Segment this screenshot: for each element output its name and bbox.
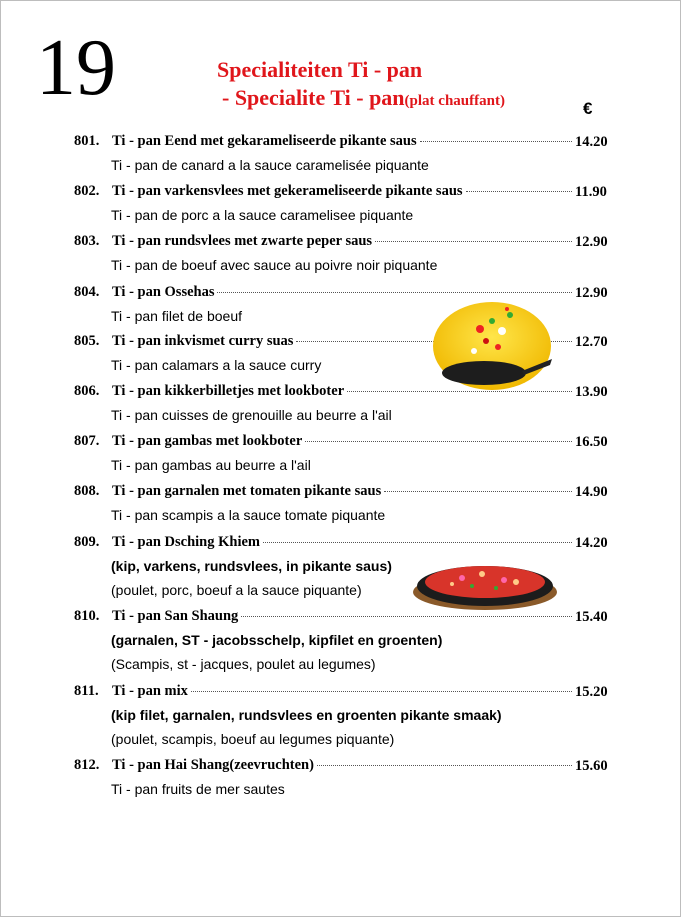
item-name: Ti - pan gambas met lookboter: [112, 433, 303, 449]
item-name: Ti - pan Dsching Khiem: [112, 534, 260, 550]
item-number: 801.: [74, 133, 100, 149]
item-name: Ti - pan Ossehas: [112, 284, 215, 300]
item-name-with-leader: [112, 133, 572, 150]
dotted-leader: [191, 690, 572, 692]
menu-item-row: [0, 608, 681, 630]
item-number: 808.: [74, 483, 100, 499]
item-number: 807.: [74, 433, 100, 449]
item-price: 16.50: [575, 434, 608, 450]
item-number: 806.: [74, 383, 100, 399]
item-description-french: Ti - pan de canard a la sauce caramelisée piquante: [111, 157, 429, 173]
item-description-french: (poulet, scampis, boeuf au legumes piquante): [111, 731, 395, 747]
menu-item-row: [0, 433, 681, 455]
item-price: 11.90: [575, 184, 607, 200]
item-price: 13.90: [575, 384, 608, 400]
item-name: Ti - pan San Shaung: [112, 608, 239, 624]
dotted-leader: [217, 291, 572, 293]
item-name: Ti - pan Eend met gekarameliseerde pikante saus: [112, 133, 417, 149]
item-price: 15.40: [575, 609, 608, 625]
dotted-leader: [384, 490, 572, 492]
title-french-suffix: (plat chauffant): [404, 93, 505, 109]
item-number: 802.: [74, 183, 100, 199]
currency-symbol: €: [583, 99, 593, 118]
item-name-with-leader: [112, 483, 572, 500]
item-number: 804.: [74, 284, 100, 300]
item-name: Ti - pan mix: [112, 683, 188, 699]
dotted-leader: [241, 615, 572, 617]
item-description-french: Ti - pan calamars a la sauce curry: [111, 357, 322, 373]
menu-item-row: [0, 133, 681, 155]
item-name: Ti - pan rundsvlees met zwarte peper saus: [112, 233, 373, 249]
menu-item-row: [0, 483, 681, 505]
item-name: Ti - pan kikkerbilletjes met lookboter: [112, 383, 345, 399]
item-name-with-leader: [112, 233, 572, 250]
dotted-leader: [305, 440, 572, 442]
menu-item-row: [0, 383, 681, 405]
item-number: 803.: [74, 233, 100, 249]
item-description-french: (poulet, porc, boeuf a la sauce piquante): [111, 582, 362, 598]
item-description-french: Ti - pan fruits de mer sautes: [111, 781, 285, 797]
dotted-leader: [375, 240, 572, 242]
dotted-leader: [317, 764, 572, 766]
item-name-with-leader: [112, 284, 572, 301]
item-name: Ti - pan inkvismet curry suas: [112, 333, 294, 349]
item-price: 14.20: [575, 134, 608, 150]
item-price: 14.20: [575, 535, 608, 551]
menu-item-row: [0, 284, 681, 306]
item-name-with-leader: [112, 683, 572, 700]
item-description-french: Ti - pan de boeuf avec sauce au poivre noir piquante: [111, 257, 438, 273]
item-number: 809.: [74, 534, 100, 550]
item-description-french: Ti - pan gambas au beurre a l'ail: [111, 457, 311, 473]
item-description-dutch: (garnalen, ST - jacobsschelp, kipfilet en groenten): [111, 632, 443, 648]
item-price: 12.90: [575, 234, 608, 250]
item-name-with-leader: [112, 757, 572, 774]
item-number: 805.: [74, 333, 100, 349]
item-name-with-leader: [112, 534, 572, 551]
item-description-french: (Scampis, st - jacques, poulet au legumes): [111, 656, 376, 672]
item-description-dutch: (kip filet, garnalen, rundsvlees en groenten pikante smaak): [111, 707, 502, 723]
item-name: Ti - pan Hai Shang(zeevruchten): [112, 757, 314, 773]
menu-item-row: [0, 183, 681, 205]
item-price: 14.90: [575, 484, 608, 500]
title-dutch: Specialiteiten Ti - pan: [217, 57, 423, 82]
item-description-french: Ti - pan de porc a la sauce caramelisee piquante: [111, 207, 414, 223]
menu-item-row: [0, 333, 681, 355]
item-number: 812.: [74, 757, 100, 773]
item-description-french: Ti - pan filet de boeuf: [111, 308, 243, 324]
menu-item-row: [0, 757, 681, 779]
item-name: Ti - pan varkensvlees met gekerameliseerde pikante saus: [112, 183, 463, 199]
dotted-leader: [263, 541, 572, 543]
dotted-leader: [420, 140, 572, 142]
page-number: 19: [36, 24, 116, 112]
item-description-dutch: (kip, varkens, rundsvlees, in pikante saus): [111, 558, 392, 574]
item-name-with-leader: [112, 183, 572, 200]
dotted-leader: [466, 190, 572, 192]
menu-item-row: [0, 534, 681, 556]
item-price: 15.20: [575, 684, 608, 700]
item-description-french: Ti - pan scampis a la sauce tomate piquante: [111, 507, 386, 523]
title-french-main: - Specialite Ti - pan: [222, 85, 405, 110]
item-price: 15.60: [575, 758, 608, 774]
item-price: 12.90: [575, 285, 608, 301]
item-name: Ti - pan garnalen met tomaten pikante saus: [112, 483, 382, 499]
item-number: 811.: [74, 683, 99, 699]
item-number: 810.: [74, 608, 100, 624]
sizzling-plate-photo: [412, 552, 558, 612]
item-name-with-leader: [112, 433, 572, 450]
menu-item-row: [0, 683, 681, 705]
item-price: 12.70: [575, 334, 608, 350]
item-description-french: Ti - pan cuisses de grenouille au beurre a l'ail: [111, 407, 392, 423]
menu-item-row: [0, 233, 681, 255]
tipan-photo: [432, 301, 552, 391]
